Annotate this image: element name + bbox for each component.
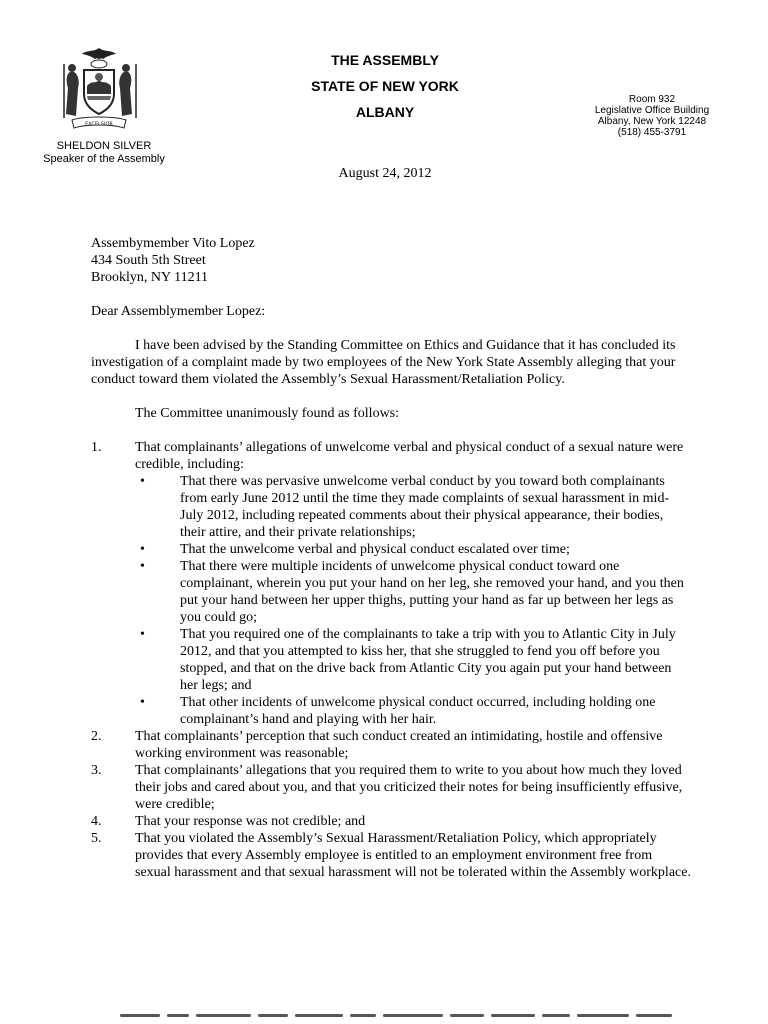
list-item xyxy=(135,473,691,541)
state-seal-logo xyxy=(52,44,146,136)
finding-sub-list xyxy=(135,473,691,728)
office-building: Legislative Office Building xyxy=(594,105,710,116)
letter-date: August 24, 2012 xyxy=(338,166,432,181)
recipient-city: Brooklyn, NY 11211 xyxy=(91,270,209,285)
cropped-text-line xyxy=(120,1014,680,1024)
bullet-text: That the unwelcome verbal and physical conduct escalated over time; xyxy=(180,542,570,557)
recipient-address xyxy=(91,235,691,286)
finding-item xyxy=(46,439,691,473)
salutation: Dear Assemblymember Lopez: xyxy=(91,304,266,319)
letterhead-line-assembly: THE ASSEMBLY xyxy=(331,52,439,68)
bullet-text: That there were multiple incidents of unwelcome physical conduct toward one complainant, wherein you put your hand on her leg, she removed your hand, and you then put your hand between her upper thighs, putting your hand as far up between her legs as you could go; xyxy=(180,559,684,625)
finding-number: 4. xyxy=(91,814,102,829)
finding-text: That complainants’ allegations that you required them to write to you about how much they loved their jobs and cared about you, and that you criticized their notes for being insufficiently effusive, were credible; xyxy=(135,763,683,812)
office-phone: (518) 455-3791 xyxy=(617,127,687,138)
bullet-marker: • xyxy=(140,559,145,574)
finding-item xyxy=(46,762,691,813)
list-item xyxy=(135,626,691,694)
speaker-block xyxy=(30,140,178,166)
speaker-name: SHELDON SILVER xyxy=(56,140,152,152)
office-city: Albany, New York 12248 xyxy=(597,116,707,127)
recipient-name: Assembymember Vito Lopez xyxy=(91,236,255,251)
bullet-marker: • xyxy=(140,474,145,489)
bullet-text: That you required one of the complainants to take a trip with you to Atlantic City in July 2012, and that you attempted to kiss her, that she struggled to fend you off before you stopped, and that on the drive back from Atlantic City you again put your hand between her legs; and xyxy=(180,627,676,693)
finding-number: 2. xyxy=(91,729,102,744)
speaker-title: Speaker of the Assembly xyxy=(43,153,165,165)
list-item xyxy=(135,541,691,558)
recipient-street: 434 South 5th Street xyxy=(91,253,206,268)
bullet-marker: • xyxy=(140,542,145,557)
findings-lead: The Committee unanimously found as follows: xyxy=(135,406,400,421)
letterhead-title xyxy=(255,49,515,127)
finding-text: That your response was not credible; and xyxy=(135,814,366,829)
finding-text: That complainants’ allegations of unwelcome verbal and physical conduct of a sexual nature were credible, including: xyxy=(135,440,684,472)
bullet-text: That there was pervasive unwelcome verbal conduct by you toward both complainants from early June 2012 until the time they made complaints of sexual harassment in mid-July 2012, including repeated comments about their physical appearance, their bodies, their attire, and their private relationships; xyxy=(180,474,670,540)
finding-text: That complainants’ perception that such conduct created an intimidating, hostile and offensive working environment was reasonable; xyxy=(135,729,663,761)
bullet-text: That other incidents of unwelcome physical conduct occurred, including holding one complainant’s hand and playing with her hair. xyxy=(180,695,656,727)
letter-body xyxy=(91,235,691,881)
finding-item xyxy=(46,813,691,830)
list-item xyxy=(135,558,691,626)
office-address xyxy=(588,94,716,138)
letterhead-line-city: ALBANY xyxy=(355,104,415,120)
office-room: Room 932 xyxy=(628,94,676,105)
list-item xyxy=(135,694,691,728)
finding-number: 1. xyxy=(91,440,102,455)
seal-motto-text: EXCELSIOR xyxy=(85,121,113,128)
finding-item xyxy=(46,830,691,881)
intro-paragraph: I have been advised by the Standing Committee on Ethics and Guidance that it has concluded its investigation of a complaint made by two employees of the New York State Assembly alleging that your conduct toward them violated the Assembly’s Sexual Harassment/Retaliation Policy. xyxy=(91,338,676,387)
finding-text: That you violated the Assembly’s Sexual Harassment/Retaliation Policy, which appropriately provides that every Assembly employee is entitled to an employment environment free from sexual harassment and that sexual harassment will not be tolerated within the Assembly workplace. xyxy=(135,831,691,880)
finding-item xyxy=(46,728,691,762)
letterhead-line-state: STATE OF NEW YORK xyxy=(311,78,459,94)
bullet-marker: • xyxy=(140,627,145,642)
findings-list xyxy=(91,439,691,881)
finding-number: 5. xyxy=(91,831,102,846)
finding-number: 3. xyxy=(91,763,102,778)
bullet-marker: • xyxy=(140,695,145,710)
